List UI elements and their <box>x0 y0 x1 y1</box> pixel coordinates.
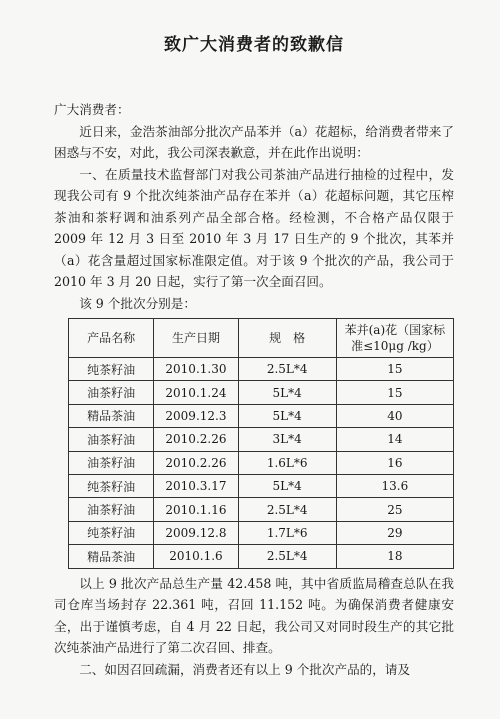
cell-product: 油茶籽油 <box>69 498 154 521</box>
cell-date: 2009.12.8 <box>154 521 238 544</box>
cell-product: 精品茶油 <box>69 404 154 427</box>
cell-product: 油茶籽油 <box>69 451 154 474</box>
cell-product: 油茶籽油 <box>69 428 154 451</box>
section-two-paragraph: 二、如因召回疏漏，消费者还有以上 9 个批次产品的，请及 <box>79 661 411 677</box>
cell-spec: 5L*4 <box>238 474 336 497</box>
table-row <box>69 474 454 497</box>
table-row <box>69 404 454 427</box>
cell-date: 2010.1.24 <box>154 381 238 404</box>
cell-date: 2010.2.26 <box>154 451 238 474</box>
header-production-date: 生产日期 <box>154 319 238 358</box>
cell-date: 2010.1.30 <box>154 358 238 381</box>
total-paragraph: 以上 9 批次产品总生产量 42.458 吨，其中省质监局稽查总队在我司仓库当场封存 22.361 吨，召回 11.152 吨。为确保消费者健康安全，出于谨慎考虑，自 4 月 22 日起，我公司又对同时段生产的其它批次纯茶油产品进行了第二次召回、排查。 <box>54 575 454 656</box>
cell-date: 2009.12.3 <box>154 404 238 427</box>
cell-spec: 2.5L*4 <box>238 358 336 381</box>
cell-spec: 5L*4 <box>238 381 336 404</box>
cell-value: 40 <box>336 404 453 427</box>
table-row <box>69 428 454 451</box>
cell-spec: 1.7L*6 <box>238 521 336 544</box>
cell-value: 14 <box>336 428 453 451</box>
header-product-name: 产品名称 <box>69 319 154 358</box>
section-one-paragraph: 一、在质量技术监督部门对我公司茶油产品进行抽检的过程中，发现我公司有 9 个批次纯茶油产品存在苯并（a）花超标问题，其它压榨茶油和茶籽调和油系列产品全部合格。经检测，不合格产品仅限于 2009 年 12 月 3 日至 2010 年 3 月 17 日生产的 9 个批次，其苯并（a）花含量超过国家标准限定值。对于该 9 个批次的产品，我公司于 2010 年 3 月 20 日起，实行了第一次全面召回。 <box>54 166 454 289</box>
batches-label: 该 9 个批次分别是： <box>79 295 196 311</box>
cell-product: 油茶籽油 <box>69 381 154 404</box>
table-row <box>69 381 454 404</box>
cell-spec: 1.6L*6 <box>238 451 336 474</box>
header-benzopyrene-level: 苯并(a)花（国家标准≤10μg /kg） <box>336 319 453 358</box>
table-row <box>69 521 454 544</box>
cell-value: 15 <box>336 358 453 381</box>
cell-value: 13.6 <box>336 474 453 497</box>
cell-date: 2010.1.6 <box>154 545 238 568</box>
cell-spec: 2.5L*4 <box>238 545 336 568</box>
salutation: 广大消费者： <box>54 102 130 117</box>
table-row <box>69 451 454 474</box>
cell-value: 15 <box>336 381 453 404</box>
table-header-row <box>69 319 454 358</box>
cell-spec: 5L*4 <box>238 404 336 427</box>
header-specification: 规 格 <box>238 319 336 358</box>
cell-value: 25 <box>336 498 453 521</box>
table-row <box>69 498 454 521</box>
cell-date: 2010.2.26 <box>154 428 238 451</box>
cell-value: 29 <box>336 521 453 544</box>
cell-product: 纯茶籽油 <box>69 521 154 544</box>
cell-product: 纯茶籽油 <box>69 358 154 381</box>
cell-spec: 3L*4 <box>238 428 336 451</box>
intro-paragraph: 近日来，金浩茶油部分批次产品苯并（a）花超标，给消费者带来了困惑与不安，对此，我公司深表歉意，并在此作出说明： <box>54 123 454 160</box>
batch-table <box>68 318 454 569</box>
cell-product: 精品茶油 <box>69 545 154 568</box>
cell-date: 2010.1.16 <box>154 498 238 521</box>
cell-product: 纯茶籽油 <box>69 474 154 497</box>
cell-value: 18 <box>336 545 453 568</box>
cell-date: 2010.3.17 <box>154 474 238 497</box>
table-row <box>69 358 454 381</box>
table-row <box>69 545 454 568</box>
letter-title: 致广大消费者的致歉信 <box>164 35 344 55</box>
cell-spec: 2.5L*4 <box>238 498 336 521</box>
cell-value: 16 <box>336 451 453 474</box>
